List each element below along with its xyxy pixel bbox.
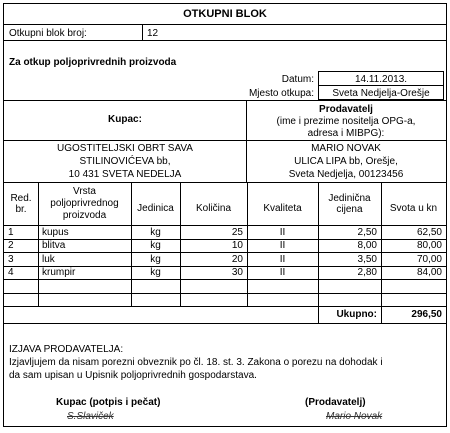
cell-jedinica: kg	[150, 240, 161, 251]
divider	[4, 24, 446, 25]
statement-line: Izjavljujem da nisam porezni obveznik po čl. 18. st. 3. Zakona o porezu na dohodak i	[9, 357, 383, 368]
buyer-line: 10 431 SVETA NEDELJA	[68, 169, 182, 180]
divider	[4, 293, 446, 294]
buyer-line: UGOSTITELJSKI OBRT SAVA	[57, 143, 193, 154]
location-value: Sveta Nedjelja-Orešje	[332, 88, 430, 99]
seller-line: MARIO NOVAK	[311, 143, 381, 154]
divider	[4, 239, 446, 240]
col-header-vrsta: proizvoda	[62, 210, 107, 221]
cell-vrsta: blitva	[42, 240, 66, 251]
col-header-vrsta: poljoprivrednog	[50, 198, 119, 209]
cell-jedinica: kg	[150, 253, 161, 265]
date-value: 14.11.2013.	[354, 74, 408, 85]
cell-kolicina: 30	[231, 267, 243, 278]
statement-line: da sam upisan u Upisnik poljoprivrednih gospodarstava.	[9, 370, 257, 381]
total-value: 296,50	[411, 309, 442, 320]
divider	[4, 306, 446, 307]
buyer-line: STILINOVIĆEVA bb,	[79, 156, 171, 167]
col-header-svota: Svota u kn	[389, 203, 438, 214]
location-label: Mjesto otkupa:	[248, 88, 314, 99]
document-title: OTKUPNI BLOK	[183, 8, 267, 20]
buyer-signature-label: Kupac (potpis i pečat)	[56, 397, 161, 408]
col-header-cijena: cijena	[336, 204, 363, 215]
divider	[4, 252, 446, 253]
seller-line: ULICA LIPA bb, Orešje,	[294, 156, 398, 167]
cell-kolicina: 25	[231, 226, 243, 238]
buyer-signature: S.Slaviček	[67, 411, 114, 422]
total-label: Ukupno:	[336, 309, 377, 320]
seller-line: Sveta Nedjelja, 00123456	[288, 169, 404, 180]
seller-signature-label: (Prodavatelj)	[305, 397, 366, 408]
col-header-kolicina: Količina	[195, 203, 232, 214]
col-header-rb: Red.	[10, 193, 32, 204]
cell-jedinica: kg	[150, 226, 161, 238]
cell-svota: 84,00	[416, 267, 442, 278]
cell-cijena: 2,50	[357, 226, 377, 238]
cell-kolicina: 10	[231, 240, 243, 251]
cell-jedinica: kg	[150, 267, 161, 278]
cell-vrsta: luk	[42, 253, 55, 265]
divider	[4, 182, 446, 183]
cell-cijena: 2,80	[357, 267, 377, 278]
col-header-rb: br.	[15, 204, 27, 215]
cell-cijena: 8,00	[357, 240, 377, 251]
seller-subheading: (ime i prezime nositelja OPG-a,	[276, 116, 416, 127]
col-header-cijena: Jedinična	[328, 193, 371, 204]
divider	[247, 182, 248, 306]
cell-kvaliteta: II	[279, 240, 286, 251]
divider	[4, 40, 446, 41]
statement-heading: IZJAVA PRODAVATELJA:	[9, 344, 124, 355]
cell-vrsta: kupus	[42, 226, 69, 238]
cell-kvaliteta: II	[279, 267, 286, 278]
cell-rb: 1	[8, 226, 14, 238]
divider	[4, 266, 446, 267]
col-header-jedinica: Jedinica	[137, 203, 174, 214]
cell-rb: 3	[8, 253, 14, 265]
seller-heading: Prodavatelj	[319, 104, 373, 115]
cell-svota: 70,00	[416, 253, 442, 265]
section-title: Za otkup poljoprivrednih proizvoda	[9, 57, 177, 68]
divider	[318, 182, 319, 323]
divider	[381, 182, 382, 323]
seller-subheading: adresa i MIBPG):	[307, 128, 385, 139]
divider	[4, 100, 446, 101]
blok-number-label: Otkupni blok broj:	[9, 28, 87, 39]
purchase-receipt	[3, 3, 447, 427]
cell-kvaliteta: II	[279, 253, 286, 265]
cell-rb: 2	[8, 240, 14, 251]
divider	[131, 182, 132, 306]
cell-cijena: 3,50	[357, 253, 377, 265]
cell-vrsta: krumpir	[42, 267, 76, 278]
blok-number-value: 12	[147, 28, 159, 39]
cell-kolicina: 20	[231, 253, 243, 265]
seller-signature: Mario Novak	[326, 411, 383, 422]
col-header-vrsta: Vrsta	[73, 186, 96, 197]
divider	[4, 225, 446, 226]
divider	[38, 182, 39, 306]
divider	[142, 24, 143, 40]
date-label: Datum:	[281, 74, 314, 85]
cell-kvaliteta: II	[279, 226, 286, 238]
cell-svota: 80,00	[416, 240, 442, 251]
divider	[4, 140, 446, 141]
col-header-kvaliteta: Kvaliteta	[263, 203, 302, 214]
divider	[4, 323, 446, 324]
divider	[180, 182, 181, 306]
divider	[4, 279, 446, 280]
cell-rb: 4	[8, 267, 14, 278]
cell-svota: 62,50	[416, 226, 442, 238]
buyer-heading: Kupac:	[108, 114, 142, 125]
